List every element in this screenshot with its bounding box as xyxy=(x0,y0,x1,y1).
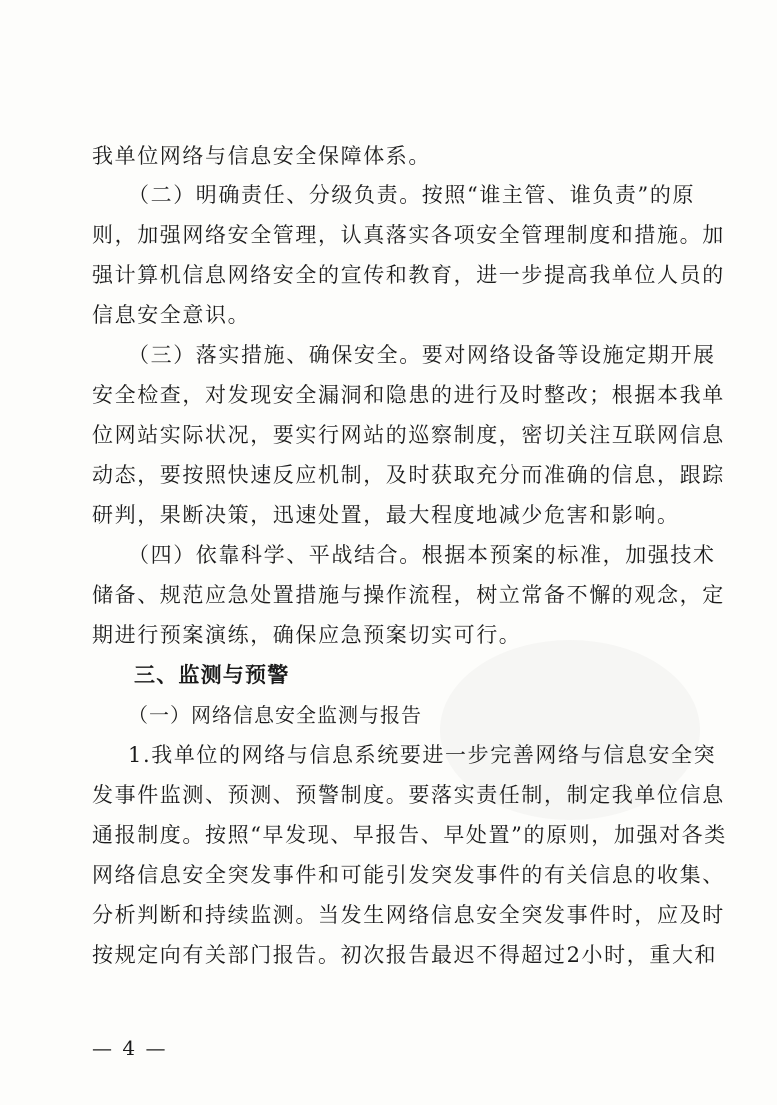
section-heading-4: （四）依靠科学、平战结合。根据本预案的标准，加强技术 xyxy=(128,543,716,567)
page-number: — 4 — xyxy=(92,1036,168,1060)
text-line: 网络信息安全突发事件和可能引发突发事件的有关信息的收集、 xyxy=(92,863,725,887)
text-line: 我单位网络与信息安全保障体系。 xyxy=(92,144,431,168)
text-line: 强计算机信息网络安全的宣传和教育，进一步提高我单位人员的 xyxy=(92,263,725,287)
section-heading-3: （三）落实措施、确保安全。要对网络设备等设施定期开展 xyxy=(128,343,716,367)
text-line: 安全检查，对发现安全漏洞和隐患的进行及时整改；根据本我单 xyxy=(92,383,725,407)
text-line: 按规定向有关部门报告。初次报告最迟不得超过2小时，重大和 xyxy=(92,943,718,967)
text-line: 研判，果断决策，迅速处置，最大程度地减少危害和影响。 xyxy=(92,503,680,527)
text-line: 发事件监测、预测、预警制度。要落实责任制，制定我单位信息 xyxy=(92,783,725,807)
subsection-heading: （一）网络信息安全监测与报告 xyxy=(128,703,422,727)
text-line: 动态，要按照快速反应机制，及时获取充分而准确的信息，跟踪 xyxy=(92,463,725,487)
text-line: 通报制度。按照“早发现、早报告、早处置”的原则，加强对各类 xyxy=(92,823,727,847)
text-line: 分析判断和持续监测。当发生网络信息安全突发事件时，应及时 xyxy=(92,903,725,927)
text-line: 储备、规范应急处置措施与操作流程，树立常备不懈的观念，定 xyxy=(92,583,725,607)
text-line: 信息安全意识。 xyxy=(92,303,251,327)
text-line: 1.我单位的网络与信息系统要进一步完善网络与信息安全突 xyxy=(128,743,717,767)
chapter-heading: 三、监测与预警 xyxy=(134,663,290,687)
text-line: 期进行预案演练，确保应急预案切实可行。 xyxy=(92,623,522,647)
text-line: 则，加强网络安全管理，认真落实各项安全管理制度和措施。加 xyxy=(92,223,725,247)
section-heading-2: （二）明确责任、分级负责。按照“谁主管、谁负责”的原 xyxy=(128,183,696,207)
text-line: 位网站实际状况，要实行网站的巡察制度，密切关注互联网信息 xyxy=(92,423,725,447)
